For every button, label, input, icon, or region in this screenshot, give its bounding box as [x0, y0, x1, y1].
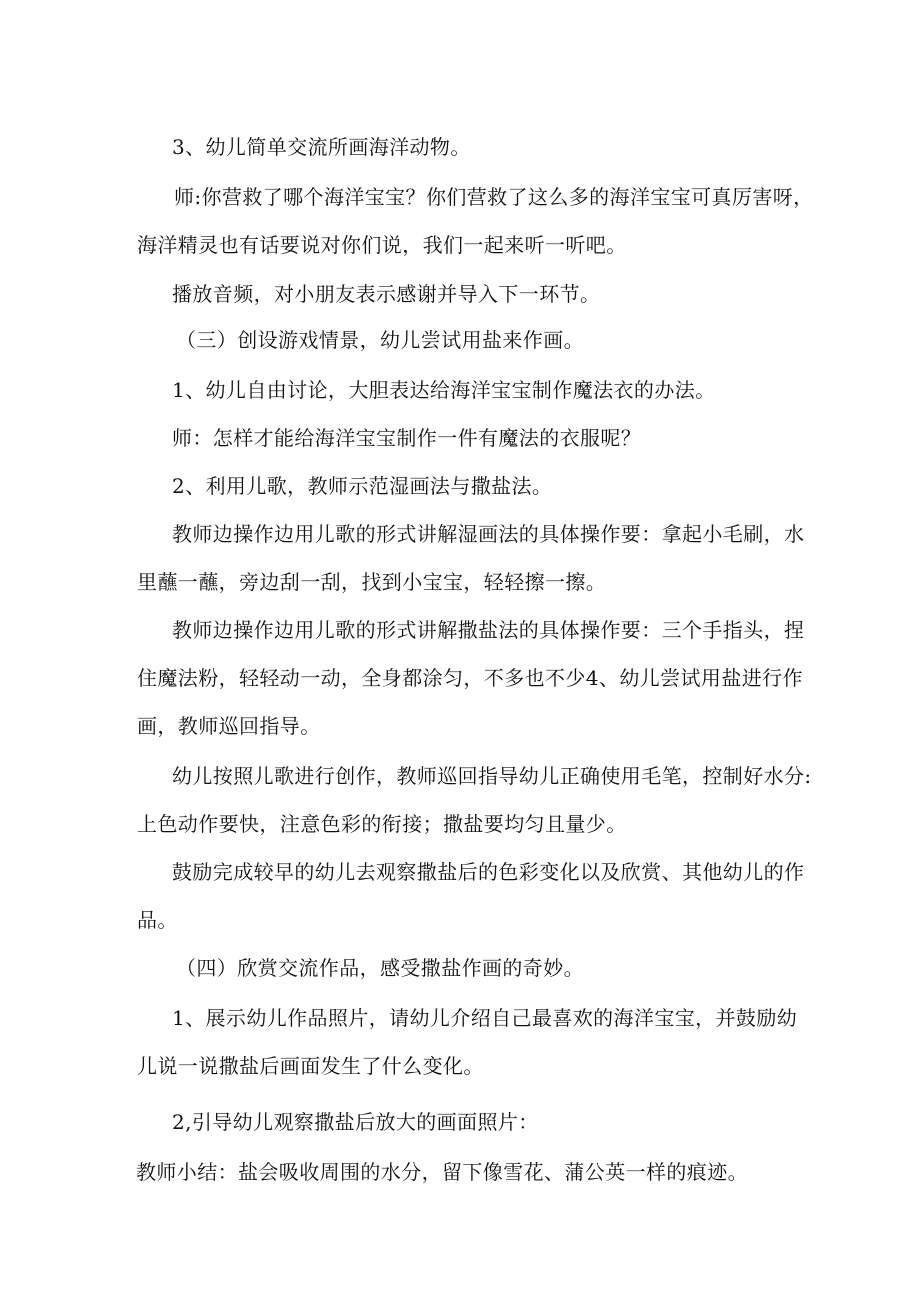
text-line-8: 2、利用儿歌，教师示范湿画法与撒盐法。	[172, 474, 553, 498]
text-line-15: 上色动作要快，注意色彩的衔接；撒盐要均匀且量少。	[137, 812, 627, 836]
text-line-4: 播放音频，对小朋友表示感谢并导入下一环节。	[172, 282, 601, 306]
text-line-17: 品。	[137, 908, 178, 932]
section-heading-3: （三）创设游戏情景，幼儿尝试用盐来作画。	[176, 328, 584, 352]
text-line-13: 画，教师巡回指导。	[137, 714, 321, 738]
text-line-1: 3、幼儿简单交流所画海洋动物。	[172, 135, 471, 159]
text-line-11: 教师边操作边用儿歌的形式讲解撒盐法的具体操作要：三个手指头，捏	[172, 618, 805, 642]
text-line-3: 海洋精灵也有话要说对你们说，我们一起来听一听吧。	[137, 233, 627, 257]
text-line-21: 2,引导幼儿观察撒盐后放大的画面照片：	[172, 1110, 539, 1134]
text-line-14: 幼儿按照儿歌进行创作，教师巡回指导幼儿正确使用毛笔，控制好水分:	[172, 764, 812, 788]
text-line-6: 1、幼儿自由讨论，大胆表达给海洋宝宝制作魔法衣的办法。	[172, 378, 716, 402]
text-line-7: 师：怎样才能给海洋宝宝制作一件有魔法的衣服呢？	[172, 426, 642, 450]
text-line-20: 儿说一说撒盐后画面发生了什么变化。	[137, 1054, 484, 1078]
text-line-2: 师:你营救了哪个海洋宝宝？你们营救了这么多的海洋宝宝可真厉害呀，	[174, 185, 814, 209]
text-line-12: 住魔法粉，轻轻动一动，全身都涂匀，不多也不少4、幼儿尝试用盐进行作	[137, 666, 803, 690]
section-heading-4: （四）欣赏交流作品，感受撒盐作画的奇妙。	[176, 956, 584, 980]
text-line-19: 1、展示幼儿作品照片，请幼儿介绍自己最喜欢的海洋宝宝，并鼓励幼	[172, 1006, 798, 1030]
text-line-16: 鼓励完成较早的幼儿去观察撒盐后的色彩变化以及欣赏、其他幼儿的作	[172, 860, 805, 884]
text-line-22: 教师小结：盐会吸收周围的水分，留下像雪花、蒲公英一样的痕迹。	[136, 1160, 748, 1184]
text-line-10: 里蘸一蘸，旁边刮一刮，找到小宝宝，轻轻擦一擦。	[137, 570, 607, 594]
text-line-9: 教师边操作边用儿歌的形式讲解湿画法的具体操作要：拿起小毛刷，水	[172, 522, 805, 546]
